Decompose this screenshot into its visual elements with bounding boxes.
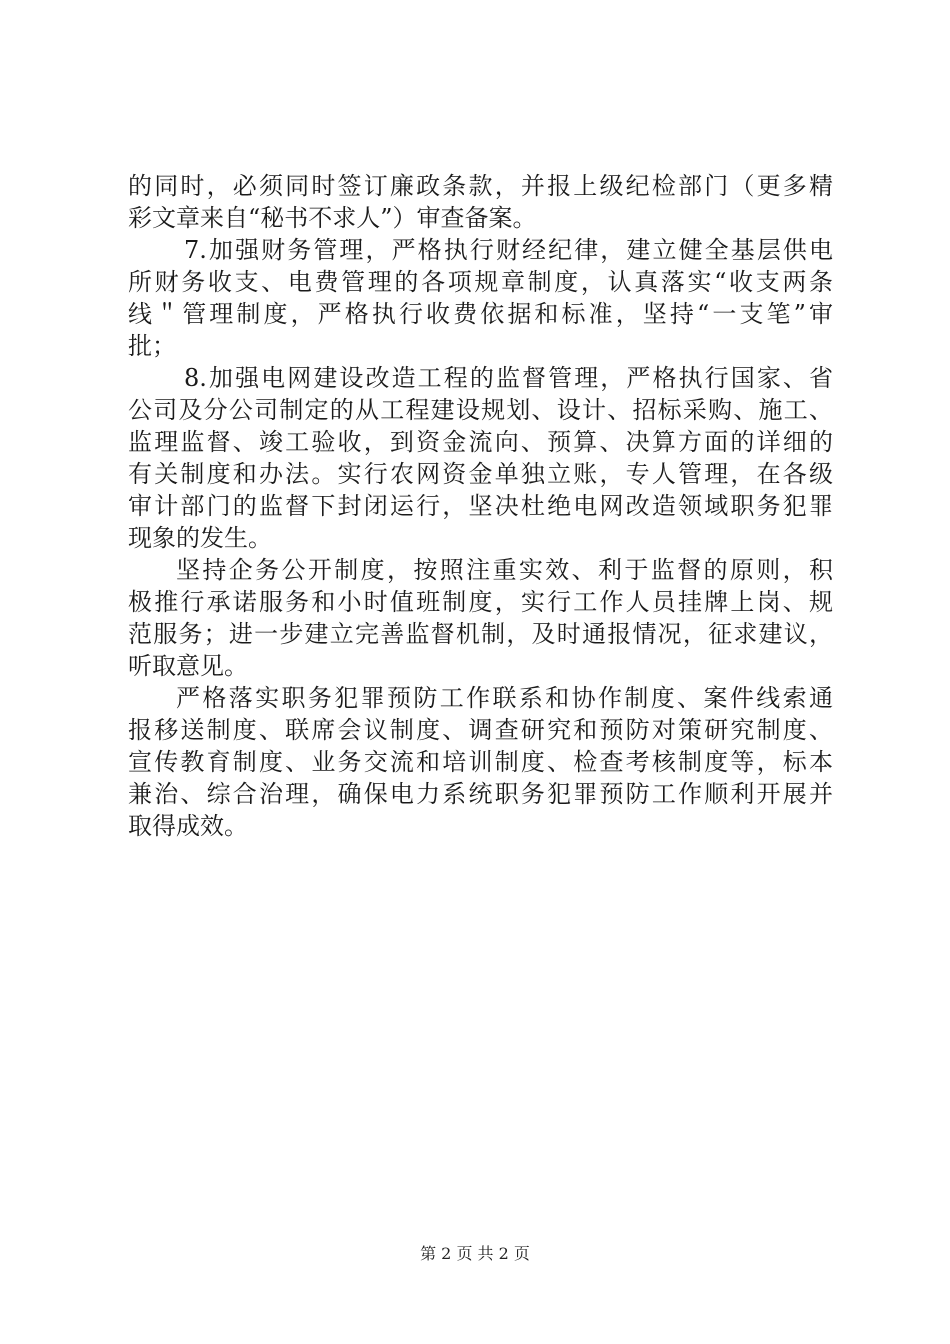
text-line: 监理监督、竣工验收，到资金流向、预算、决算方面的详细的 <box>128 428 833 456</box>
paragraph-4 <box>128 554 833 682</box>
text-line: 的同时，必须同时签订廉政条款，并报上级纪检部门（更多精 <box>128 172 833 200</box>
text-line: 严格落实职务犯罪预防工作联系和协作制度、案件线索通 <box>176 684 833 712</box>
text-line: 现象的发生。 <box>128 524 272 552</box>
text-line: 坚持企务公开制度，按照注重实效、利于监督的原则，积 <box>176 556 833 584</box>
text-line: 宣传教育制度、业务交流和培训制度、检查考核制度等，标本 <box>128 748 833 776</box>
paragraph-2 <box>128 234 833 362</box>
text-line: 所财务收支、电费管理的各项规章制度，认真落实“收支两条 <box>128 268 833 296</box>
text-line: 审计部门的监督下封闭运行，坚决杜绝电网改造领域职务犯罪 <box>128 492 833 520</box>
text-line: 范服务；进一步建立完善监督机制，及时通报情况，征求建议， <box>128 620 833 648</box>
text-line: 线＂管理制度，严格执行收费依据和标准，坚持“一支笔”审 <box>128 300 833 328</box>
text-line: 兼治、综合治理，确保电力系统职务犯罪预防工作顺利开展并 <box>128 780 833 808</box>
paragraph-1 <box>128 170 833 234</box>
text-line: 有关制度和办法。实行农网资金单独立账，专人管理，在各级 <box>128 460 833 488</box>
text-line: 极推行承诺服务和小时值班制度，实行工作人员挂牌上岗、规 <box>128 588 833 616</box>
text-line: 报移送制度、联席会议制度、调查研究和预防对策研究制度、 <box>128 716 833 744</box>
page-number-footer: 第 2 页 共 2 页 <box>420 1244 530 1263</box>
paragraph-3 <box>128 362 833 554</box>
text-line: 听取意见。 <box>128 652 248 680</box>
text-line: 8.加强电网建设改造工程的监督管理，严格执行国家、省 <box>184 364 833 392</box>
text-line: 批； <box>128 332 176 360</box>
paragraph-5 <box>128 682 833 842</box>
text-line: 取得成效。 <box>128 812 248 840</box>
text-line: 公司及分公司制定的从工程建设规划、设计、招标采购、施工、 <box>128 396 833 424</box>
text-line: 彩文章来自“秘书不求人”）审查备案。 <box>128 204 537 232</box>
text-line: 7.加强财务管理，严格执行财经纪律，建立健全基层供电 <box>184 236 833 264</box>
document-body <box>128 170 833 842</box>
